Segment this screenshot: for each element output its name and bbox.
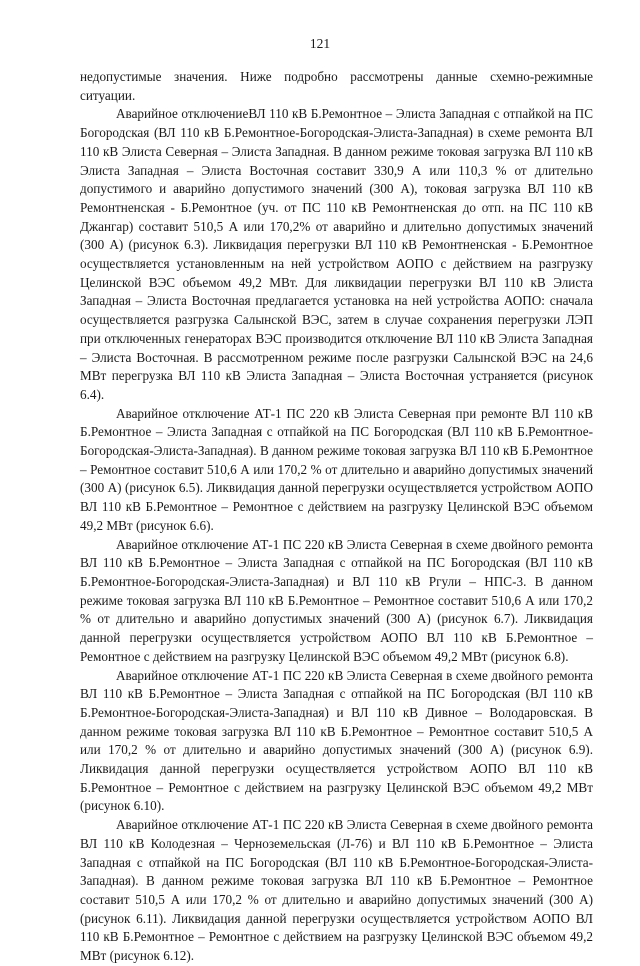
document-body [80, 68, 593, 966]
paragraph-outage-vl-110: Аварийное отключениеВЛ 110 кВ Б.Ремонтное – Элиста Западная с отпайкой на ПС Богородская (ВЛ 110 кВ Б.Ремонтное-Богородская-Элиста-Западная) в схеме ремонта ВЛ 110 кВ Элиста Северная – Элиста Западная. В данном режиме токовая загрузка ВЛ 110 кВ Элиста Западная – Элиста Восточная составит 330,9 А или 110,3 % от длительно допустимого и аварийно допустимого значений (300 А), токовая загрузка ВЛ 110 кВ Ремонтненская - Б.Ремонтное (уч. от ПС 110 кВ Ремонтненская до отп. на ПС 110 кВ Джангар) составит 510,5 А или 170,2% от аварийно и длительно допустимых значений (300 А) (рисунок 6.3). Ликвидация перегрузки ВЛ 110 кВ Ремонтненская - Б.Ремонтное осуществляется установленным на ней устройством АОПО с действием на разгрузку Целинской ВЭС объемом 49,2 МВт. Для ликвидации перегрузки ВЛ 110 кВ Элиста Западная – Элиста Восточная предлагается установка на ней устройства АОПО: сначала осуществляется разгрузка Салынской ВЭС, затем в случае сохранения перегрузки ЛЭП при отключенных генераторах ВЭС производится отключение ВЛ 110 кВ Элиста Западная – Элиста Восточная. В рассмотренном режиме после разгрузки Салынской ВЭС на 24,6 МВт перегрузка ВЛ 110 кВ Элиста Западная – Элиста Восточная устраняется (рисунок 6.4). [80, 106, 593, 402]
page-number: 121 [309, 36, 331, 51]
paragraph-outage-at1-kolodeznaya: Аварийное отключение АТ-1 ПС 220 кВ Элиста Северная в схеме двойного ремонта ВЛ 110 кВ Колодезная – Черноземельская (Л-76) и ВЛ 110 кВ Б.Ремонтное – Элиста Западная с отпайкой на ПС Богородская (ВЛ 110 кВ Б.Ремонтное-Богородская-Элиста-Западная). В данном режиме токовая загрузка ВЛ 110 кВ Б.Ремонтное – Ремонтное составит 510,5 А или 170,2 % от длительно и аварийно допустимых значений (300 А) (рисунок 6.11). Ликвидация данной перегрузки осуществляется устройством АОПО ВЛ 110 кВ Б.Ремонтное – Ремонтное с действием на разгрузку Целинской ВЭС объемом 49,2 МВт (рисунок 6.12). [80, 817, 593, 964]
paragraph-outage-at1-rguli: Аварийное отключение АТ-1 ПС 220 кВ Элиста Северная в схеме двойного ремонта ВЛ 110 кВ Б.Ремонтное – Элиста Западная с отпайкой на ПС Богородская (ВЛ 110 кВ Б.Ремонтное-Богородская-Элиста-Западная) и ВЛ 110 кВ Ргули – НПС-3. В данном режиме токовая загрузка ВЛ 110 кВ Б.Ремонтное – Ремонтное составит 510,6 А или 170,2 % от длительно и аварийно допустимых значений (300 А) (рисунок 6.7). Ликвидация данной перегрузки осуществляется устройством АОПО ВЛ 110 кВ Б.Ремонтное – Ремонтное с действием на разгрузку Целинской ВЭС объемом 49,2 МВт (рисунок 6.8). [80, 536, 593, 664]
paragraph-outage-at1-divnoe: Аварийное отключение АТ-1 ПС 220 кВ Элиста Северная в схеме двойного ремонта ВЛ 110 кВ Б.Ремонтное – Элиста Западная с отпайкой на ПС Богородская (ВЛ 110 кВ Б.Ремонтное-Богородская-Элиста-Западная) и ВЛ 110 кВ Дивное – Володаровская. В данном режиме токовая загрузка ВЛ 110 кВ Б.Ремонтное – Ремонтное составит 510,5 А или 170,2 % от длительно и аварийно допустимых значений (300 А) (рисунок 6.9). Ликвидация данной перегрузки осуществляется устройством АОПО ВЛ 110 кВ Б.Ремонтное – Ремонтное с действием на разгрузку Целинской ВЭС объемом 49,2 МВт (рисунок 6.10). [80, 667, 593, 814]
paragraph-continuation: недопустимые значения. Ниже подробно рассмотрены данные схемно-режимные ситуации. [80, 69, 593, 103]
paragraph-outage-at1-repair: Аварийное отключение АТ-1 ПС 220 кВ Элиста Северная при ремонте ВЛ 110 кВ Б.Ремонтное – Элиста Западная с отпайкой на ПС Богородская (ВЛ 110 кВ Б.Ремонтное-Богородская-Элиста-Западная). В данном режиме токовая загрузка ВЛ 110 кВ Б.Ремонтное – Ремонтное составит 510,6 А или 170,2 % от длительно и аварийно допустимых значений (300 А) (рисунок 6.5). Ликвидация данной перегрузки осуществляется устройством АОПО ВЛ 110 кВ Б.Ремонтное – Ремонтное с действием на разгрузку Целинской ВЭС объемом 49,2 МВт (рисунок 6.6). [80, 405, 593, 533]
